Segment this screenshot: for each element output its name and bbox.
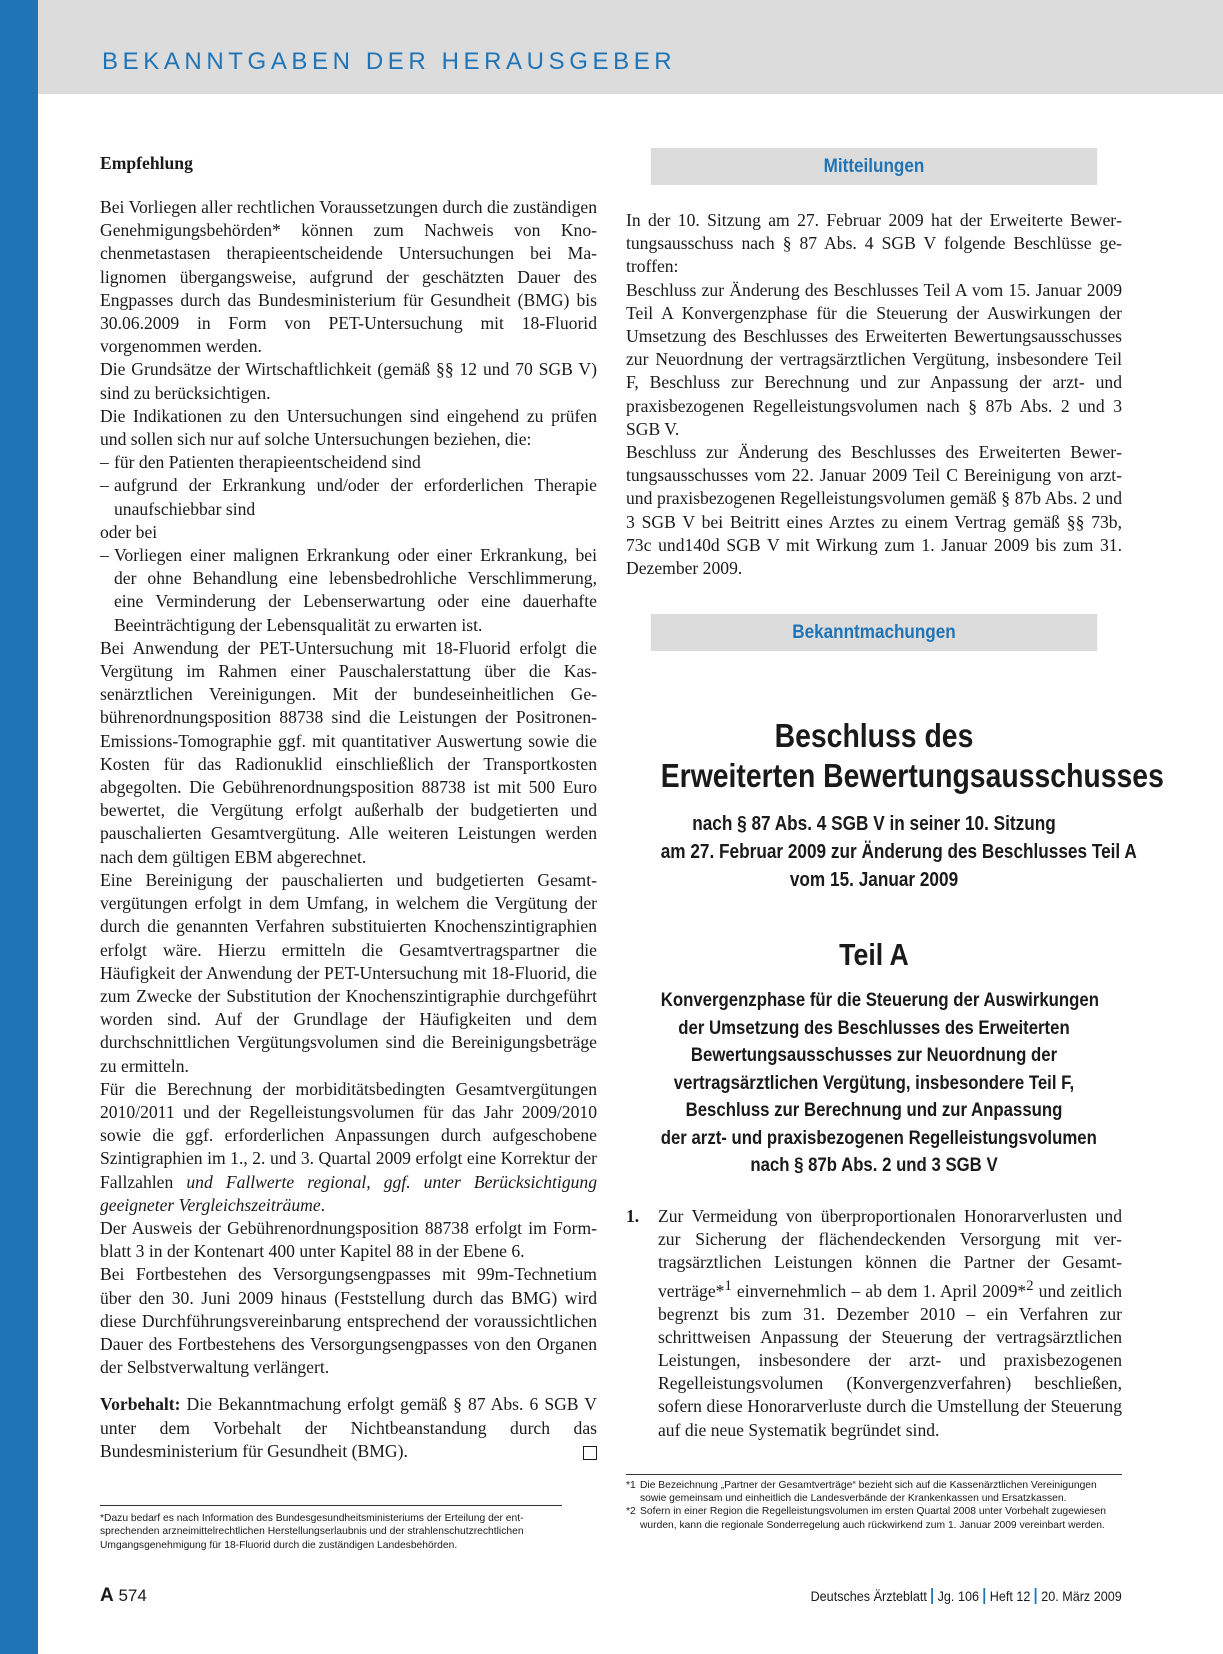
- paragraph-1: Bei Vorliegen aller rechtlichen Voraussetzungen durch die zuständigen Genehmigungsbehörden* können zum Nachweis von Knochenmetastasen therapieentscheidende Untersuchungen bei Malignomen übergangsweise, aufgrund der geschätzten Dauer des Engpasses durch das Bundesministerium für Gesundheit (BMG) bis 30.06.2009 in Form von PET-Untersuchung mit 18-Fluorid vorgenommen werden.: [100, 197, 597, 357]
- journal-info: Deutsches Ärzteblatt Jg. 106 Heft 12 20. März 2009: [810, 1588, 1122, 1604]
- mitteilung-1: In der 10. Sitzung am 27. Februar 2009 hat der Erweiterte Bewertungsausschuss nach § 87 Abs. 4 SGB V folgende Beschlüsse getroffen:: [626, 210, 1122, 277]
- bekanntmachungen-bar: Bekanntmachungen: [651, 614, 1097, 651]
- paragraph-6: Für die Berechnung der morbiditätsbedingten Gesamtvergütungen 2010/2011 und der Regelleistungsvolumen für das Jahr 2009/2010 sowie die ggf. erforderlichen Anpassungen durch aufgeschobene Szintigraphien im 1., 2. und 3. Quartal 2009 erfolgt eine Korrektur der Fallzahlen und Fallwerte regional, ggf. unter Berücksichtigung geeigneter Vergleichszeiträume.: [100, 1078, 598, 1215]
- heading-empfehlung: Empfehlung: [100, 153, 193, 173]
- paragraph-3: Die Indikationen zu den Untersuchungen sind eingehend zu prüfen und sollen sich nur auf solche Untersuchungen beziehen, die:: [100, 405, 597, 450]
- item-1-text: Zur Vermeidung von überproportionalen Honorarverlusten und zur Sicherung der flächendeckenden Versorgung mit vertragsärztlichen Leistungen können die Partner der Gesamtverträge*$^1$ einvernehmlich – ab dem 1. April 2009*$^2$ und zeitlich begrenzt bis zum 31. Dezember 2010 – ein Verfahren zur schrittweisen Anpassung der Steuerung der vertragsärztlichen Leistungen, insbesondere der arzt- und praxisbezogenen Regelleistungsvolumen (Konvergenzverfahren) beschließen, sofern diese Honorarverluste durch die Umstellung der Steuerung auf die neue Systematik begründet sind.: [658, 1206, 1122, 1440]
- section-header: BEKANNTGABEN DER HERAUSGEBER: [102, 48, 677, 75]
- list-item: – Vorliegen einer malignen Erkrankung oder einer Erkrankung, bei der ohne Behandlung eine lebensbedrohliche Verschlimmerung, eine Verminderung der Lebenserwartung oder eine dauerhafte Beeinträchtigung der Lebensqualität zu erwarten ist.: [100, 545, 597, 635]
- blue-sidebar: [0, 0, 38, 1654]
- mitteilung-2: Beschluss zur Änderung des Beschlusses Teil A vom 15. Januar 2009 Teil A Konvergenzphase für die Steuerung der Auswirkungen der Umsetzung des Beschlusses des Erweiterten Bewertungsausschusses zur Neuordnung der vertragsärztlichen Vergütung, insbesondere Teil F, Beschluss zur Berechnung und zur Anpassung der arzt- und praxisbezogenen Regelleistungsvolumen nach § 87b Abs. 2 und 3 SGB V.: [626, 279, 1122, 439]
- end-square-icon: [583, 1446, 597, 1460]
- mitteilungen-bar: Mitteilungen: [651, 148, 1097, 185]
- right-footnotes: [626, 1474, 1122, 1532]
- left-column: [100, 153, 597, 1463]
- paragraph-8: Bei Fortbestehen des Versorgungsengpasses mit 99m-Technetium über den 30. Juni 2009 hinaus (Feststellung durch das BMG) wird diese Durchführungsvereinbarung entsprechend der voraussichtlichen Dauer des Fortbestehens des Versorgungsengpasses von den Organen der Selbstverwaltung verlängert.: [100, 1264, 597, 1378]
- vorbehalt: Vorbehalt: Die Bekanntmachung erfolgt gemäß § 87 Abs. 6 SGB V unter dem Vorbehalt der Nichtbeanstandung durch das Bundesministerium für Gesundheit (BMG).: [100, 1394, 597, 1461]
- numbered-item-1: 1. Zur Vermeidung von überproportionalen Honorarverlusten und zur Sicherung der flächendeckenden Versorgung mit vertragsärztlichen Leistungen können die Partner der Gesamtverträge*$^1$ einvernehmlich – ab dem 1. April 2009*$^2$ und zeitlich begrenzt bis zum 31. Dezember 2010 – ein Verfahren zur schrittweisen Anpassung der Steuerung der vertragsärztlichen Leistungen, insbesondere der arzt- und praxisbezogenen Regelleistungsvolumen (Konvergenzverfahren) beschließen, sofern diese Honorarverluste durch die Umstellung der Steuerung auf die neue Systematik begründet sind.: [626, 1205, 1122, 1442]
- mitteilungen-text: [626, 209, 1122, 580]
- left-footnote: *Dazu bedarf es nach Information des Bundesgesundheitsministeriums der Erteilung der entsprechenden arzneimittelrechtlichen Herstellungserlaubnis und der strahlenschutzrechtlichen Umgangsgenehmigung für 18-Fluorid durch die zuständigen Landesbehörden.: [100, 1505, 562, 1552]
- teil-heading: Teil A: [839, 937, 909, 972]
- footnote-1: *1 Die Bezeichnung „Partner der Gesamtverträge“ bezieht sich auf die Kassenärztlichen Vereinigungen sowie gemeinsam und einheitlich die Landesverbände der Krankenkassen und Ersatzkassen.: [626, 1480, 1097, 1505]
- list-item: – aufgrund der Erkrankung und/oder der erforderlichen Therapie unaufschiebbar sind: [100, 475, 597, 519]
- beschluss-title: Beschluss des Erweiterten Bewertungsausschusses: [660, 717, 1164, 794]
- paragraph-7: Der Ausweis der Gebührenordnungsposition 88738 erfolgt im Formblatt 3 in der Kontenart 400 unter Kapitel 88 in der Ebene 6.: [100, 1217, 597, 1262]
- paragraph-5: Eine Bereinigung der pauschalierten und budgetierten Gesamtvergütungen erfolgt in dem Umfang, in welchem die Vergütung der durch die genannten Verfahren substituierten Knochenszintigraphien erfolgt wäre. Hierzu ermitteln die Gesamtvertragspartner die Häufigkeit der Anwendung der PET-Untersuchung mit 18-Fluorid, die zum Zwecke der Substitution der Knochenszintigraphie durchgeführt worden sind. Auf der Grundlage der Häufigkeiten und dem durchschnittlichen Vergütungsvolumen sind die Bereinigungsbeträge zu ermitteln.: [100, 869, 597, 1076]
- header-band: [38, 0, 1223, 94]
- list-item: – für den Patienten therapieentscheidend sind: [100, 452, 421, 473]
- beschluss-subtitle: nach § 87 Abs. 4 SGB V in seiner 10. Sitzung am 27. Februar 2009 zur Änderung des Beschlusses Teil A vom 15. Januar 2009: [660, 813, 1137, 891]
- page-number: A 574: [100, 1585, 147, 1606]
- paragraph-4: Bei Anwendung der PET-Untersuchung mit 18-Fluorid erfolgt die Vergütung im Rahmen einer Pauschalerstattung über die Kassenärztlichen Vereinigungen. Mit der bundeseinheitlichen Gebührenordnungsposition 88738 sind die Leistungen der Positronen-Emissions-Tomographie ggf. mit quantitativer Auswertung sowie die Kosten für das Radionuklid einschließlich der Transportkosten abgegolten. Die Gebührenordnungsposition 88738 ist mit 500 Euro bewertet, die Vergütung erfolgt außerhalb der budgetierten und pauschalierten Gesamtvergütung. Alle weiteren Leistungen werden nach dem gültigen EBM abgerechnet.: [100, 637, 597, 867]
- mitteilung-3: Beschluss zur Änderung des Beschlusses des Erweiterten Bewertungsausschusses vom 22. Januar 2009 Teil C Bereinigung von arzt- und praxisbezogenen Regelleistungsvolumen gemäß § 87b Abs. 2 und 3 SGB V bei Beitritt eines Arztes zu einem Vertrag gemäß §§ 73b, 73c und140d SGB V mit Wirkung zum 1. Januar 2009 bis zum 31. Dezember 2009.: [626, 442, 1122, 579]
- footnote-2: *2 Sofern in einer Region die Regelleistungsvolumen im ersten Quartal 2008 unter Vorbehalt zugewiesen wurden, kann die regionale Sonderregelung auch rückwirkend zum 1. Januar 2009 vereinbart werden.: [626, 1506, 1106, 1531]
- oder-bei: oder bei: [100, 521, 158, 542]
- teil-description: Konvergenzphase für die Steuerung der Auswirkungen der Umsetzung des Beschlusses des Erweiterten Bewertungsausschusses zur Neuordnung der vertragsärztlichen Vergütung, insbesondere Teil F, Beschluss zur Berechnung und zur Anpassung der arzt- und praxisbezogenen Regelleistungsvolumen nach § 87b Abs. 2 und 3 SGB V: [660, 989, 1099, 1176]
- paragraph-2: Die Grundsätze der Wirtschaftlichkeit (gemäß §§ 12 und 70 SGB V) sind zu berücksichtigen.: [100, 359, 597, 403]
